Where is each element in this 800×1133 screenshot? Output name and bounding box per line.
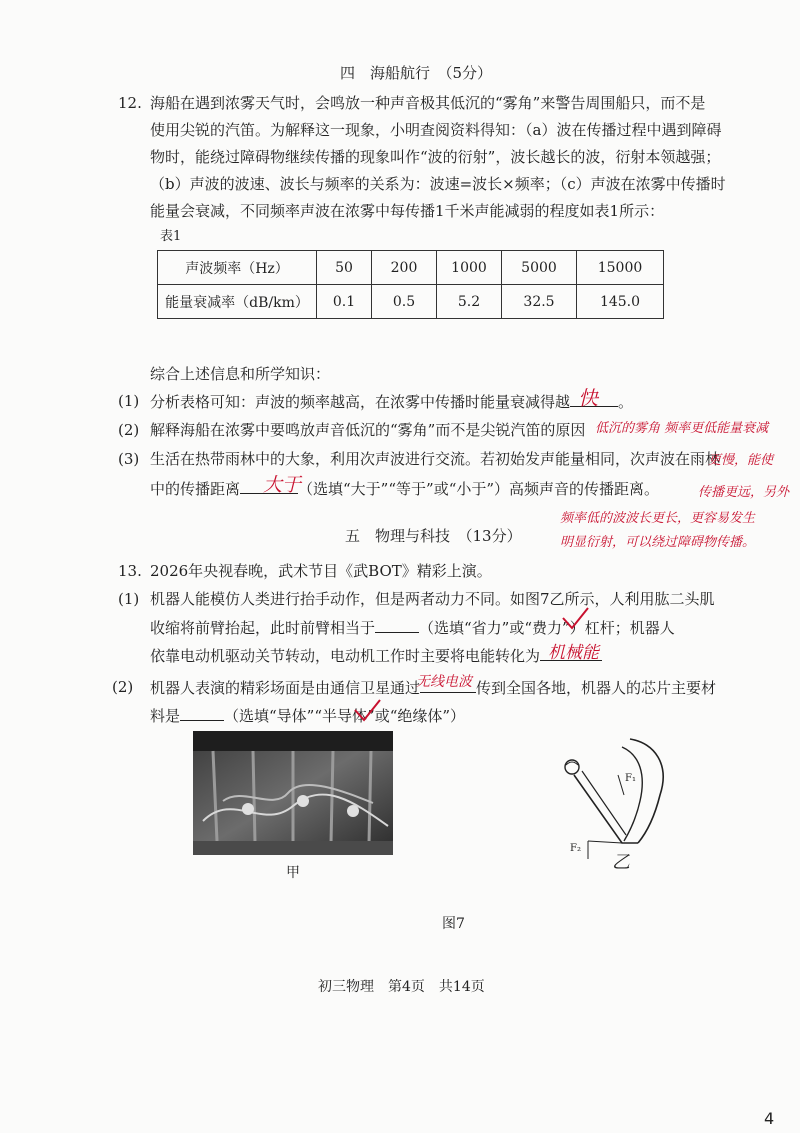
- handwritten-answer: 大于: [263, 474, 302, 496]
- table-cell: 5000: [502, 251, 577, 285]
- sub-question-number: (2): [112, 678, 134, 696]
- question-line: （b）声波的波速、波长与频率的关系为：波速=波长×频率；（c）声波在浓雾中传播时: [150, 175, 726, 193]
- sub-question-text-body: 分析表格可知：声波的频率越高，在浓雾中传播时能量衰减得越: [150, 393, 571, 411]
- handwritten-answer: 低沉的雾角 频率更低能量衰减: [595, 421, 769, 436]
- sub-question-text: 分析表格可知：声波的频率越高，在浓雾中传播时能量衰减得越 。: [150, 390, 633, 413]
- figure-label: 甲: [286, 865, 300, 881]
- handwritten-answer: 快: [578, 386, 598, 410]
- figure-label: 乙: [612, 852, 630, 873]
- page-footer: 初三物理 第4页 共14页: [318, 979, 485, 995]
- question-line: 物时，能绕过障碍物继续传播的现象叫作“波的衍射”，波长越长的波，衍射本领越强；: [150, 148, 721, 166]
- table-cell: 15000: [577, 251, 664, 285]
- table-cell: 0.1: [317, 285, 372, 319]
- table-cell: 5.2: [437, 285, 502, 319]
- handwritten-answer: 机械能: [548, 643, 599, 663]
- section-title: 五 物理与科技 （13分）: [345, 527, 522, 545]
- sub-question-number: (1): [118, 392, 140, 410]
- table-row: [158, 285, 664, 319]
- sub-question-text: 机器人表演的精彩场面是由通信卫星通过 传到全国各地，机器人的芯片主要材: [150, 676, 716, 699]
- force-label-f1: F₁: [625, 773, 636, 784]
- answer-blank[interactable]: [180, 704, 224, 721]
- sub-question-number: (1): [118, 590, 140, 608]
- table-cell: 0.5: [372, 285, 437, 319]
- margin-note: 频率低的波波长更长，更容易发生: [560, 511, 756, 526]
- sub-question-text: 生活在热带雨林中的大象，利用次声波进行交流。若初始发声能量相同，次声波在雨林: [150, 450, 721, 468]
- sub-question-text: 解释海船在浓雾中要鸣放声音低沉的“雾角”而不是尖锐汽笛的原因: [150, 421, 586, 439]
- sub-question-text: 依靠电动机驱动关节转动，电动机工作时主要将电能转化为: [150, 644, 602, 667]
- table-cell: 1000: [437, 251, 502, 285]
- question-number: 13.: [118, 562, 142, 580]
- sub-question-text: 收缩将前臂抬起，此时前臂相当于 （选填“省力”或“费力”）杠杆；机器人: [150, 616, 675, 639]
- question-line: 海船在遇到浓雾天气时，会鸣放一种声音极其低沉的“雾角”来警告周围船只，而不是: [150, 94, 706, 112]
- table-cell: 200: [372, 251, 437, 285]
- figure-caption: 图7: [442, 916, 465, 932]
- table-row: [158, 251, 664, 285]
- page-number: 4: [764, 1109, 775, 1128]
- question-line: 能量会衰减，不同频率声波在浓雾中每传播1千米声能减弱的程度如表1所示：: [150, 202, 665, 220]
- margin-note: 更慢，能使: [708, 453, 774, 468]
- section-title: 四 海船航行 （5分）: [340, 64, 493, 82]
- check-mark-icon: [352, 698, 382, 724]
- margin-note: 传播更远，另外: [698, 485, 790, 500]
- question-line: 2026年央视春晚，武术节目《武BOT》精彩上演。: [150, 562, 492, 580]
- force-label-f2: F₂: [570, 843, 581, 854]
- robot-performance-photo: [193, 731, 393, 855]
- sub-question-number: (2): [118, 421, 140, 439]
- handwritten-answer: 无线电波: [416, 674, 472, 690]
- table-cell: 32.5: [502, 285, 577, 319]
- question-number: 12.: [118, 94, 142, 112]
- sub-question-text: 中的传播距离 （选填“大于”“等于”或“小于”）高频声音的传播距离。: [150, 477, 659, 500]
- sub-question-text: 料是 （选填“导体”“半导体”或“绝缘体”）: [150, 704, 465, 727]
- table-row-label: 声波频率（Hz）: [158, 251, 317, 285]
- table-cell: 50: [317, 251, 372, 285]
- sub-question-number: (3): [118, 450, 140, 468]
- table-caption: 表1: [160, 229, 182, 244]
- intro-text: 综合上述信息和所学知识：: [150, 365, 331, 383]
- table-cell: 145.0: [577, 285, 664, 319]
- check-mark-icon: [560, 606, 590, 632]
- question-line: 使用尖锐的汽笛。为解释这一现象，小明查阅资料得知：（a）波在传播过程中遇到障碍: [150, 121, 722, 139]
- answer-blank[interactable]: [375, 616, 419, 633]
- table-row-label: 能量衰减率（dB/km）: [158, 285, 317, 319]
- frequency-table: [157, 250, 664, 319]
- sub-question-text: 机器人能模仿人类进行抬手动作，但是两者动力不同。如图7乙所示，人利用肱二头肌: [150, 590, 715, 608]
- margin-note: 明显衍射，可以绕过障碍物传播。: [560, 535, 756, 550]
